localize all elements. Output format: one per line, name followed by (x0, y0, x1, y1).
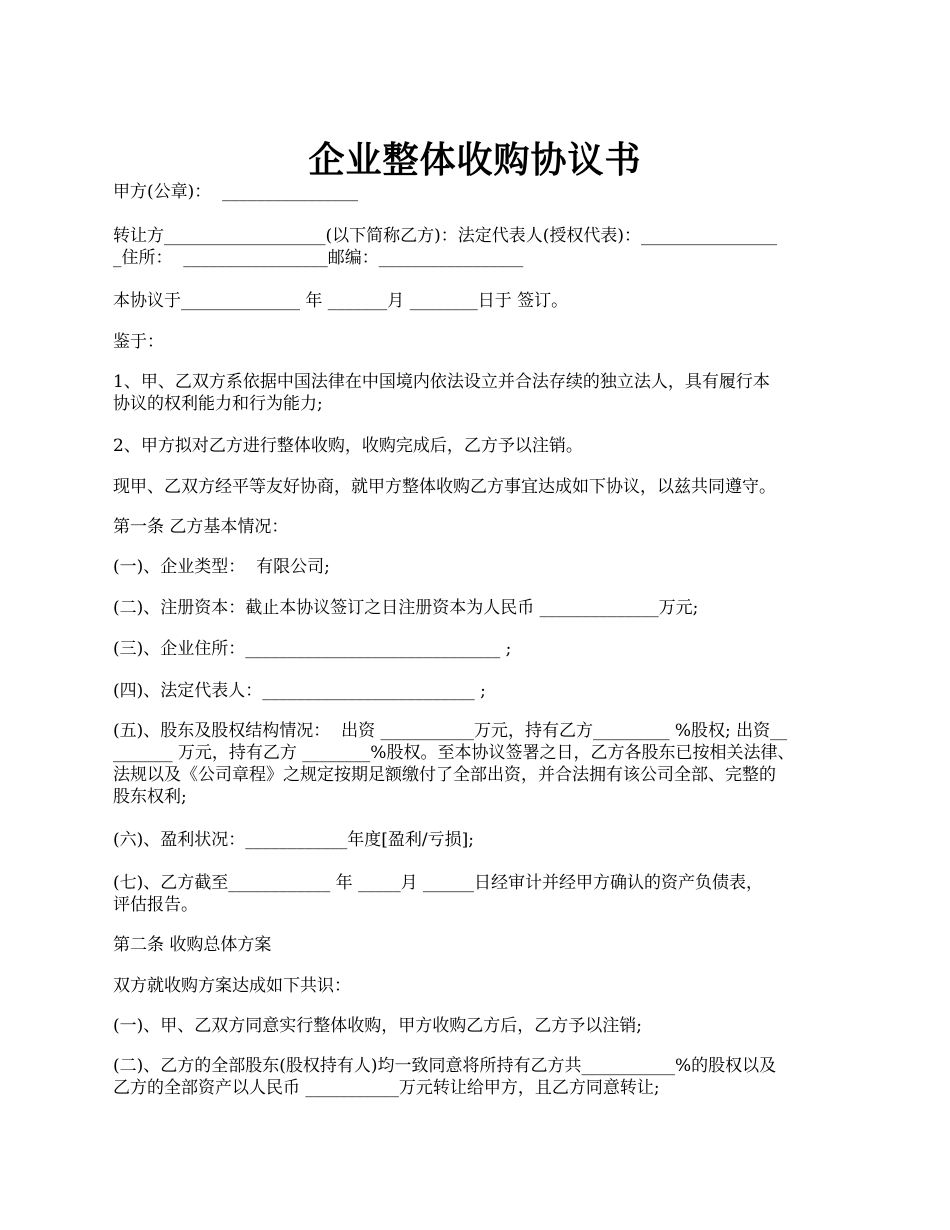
whereas-heading: 鉴于： (113, 332, 164, 352)
item-shareholder-structure: (五)、股东及股权结构情况： 出资 ___________万元，持有乙方_________ %股权; 出资__ _______ 万元，持有乙方 ________%股权。至本协议签署之日，乙方各股东已按相关法律、 法规以及《公司章程》之规定按期足额缴付了全部出资，并合法拥有该公司全部、完整的 股东权利; (113, 721, 795, 807)
transferor-info: 转让方___________________(以下简称乙方)：法定代表人(授权代表)：________________ _住所： _________________邮编：_________________ (113, 226, 778, 268)
article-1-heading: 第一条 乙方基本情况： (113, 517, 289, 537)
document-title: 企业整体收购协议书 (308, 139, 642, 182)
item-profit-status: (六)、盈利状况：____________年度[盈利/亏损]; (113, 830, 474, 850)
plan-item-2: (二)、乙方的全部股东(股权持有人)均一致同意将所持有乙方共___________%的股权以及 乙方的全部资产以人民币 ___________万元转让给甲方，且乙方同意转让; (113, 1056, 777, 1098)
plan-item-1: (一)、甲、乙双方同意实行整体收购，甲方收购乙方后，乙方予以注销; (113, 1016, 642, 1036)
item-balance-sheet: (七)、乙方截至____________ 年 _____月 ______日经审计并经甲方确认的资产负债表， 评估报告。 (113, 873, 763, 915)
signing-date-line: 本协议于______________ 年 _______月 ________日于 签订。 (113, 291, 569, 311)
party-a-seal-line: 甲方(公章)： ________________ (113, 182, 359, 202)
whereas-clause-2: 2、甲方拟对乙方进行整体收购，收购完成后，乙方予以注销。 (113, 436, 583, 456)
item-registered-capital: (二)、注册资本：截止本协议签订之日注册资本为人民币 ______________万元; (113, 598, 699, 618)
item-company-address: (三)、企业住所：______________________________ ; (113, 639, 512, 659)
whereas-clause-1: 1、甲、乙双方系依据中国法律在中国境内依法设立并合法存续的独立法人，具有履行本 协议的权利能力和行为能力; (113, 372, 770, 414)
item-company-type: (一)、企业类型： 有限公司; (113, 557, 330, 577)
agreement-preamble: 现甲、乙双方经平等友好协商，就甲方整体收购乙方事宜达成如下协议，以兹共同遵守。 (113, 477, 776, 497)
consensus-intro: 双方就收购方案达成如下共识： (113, 976, 351, 996)
article-2-heading: 第二条 收购总体方案 (113, 935, 272, 955)
item-legal-representative: (四)、法定代表人：_________________________ ; (113, 681, 486, 701)
